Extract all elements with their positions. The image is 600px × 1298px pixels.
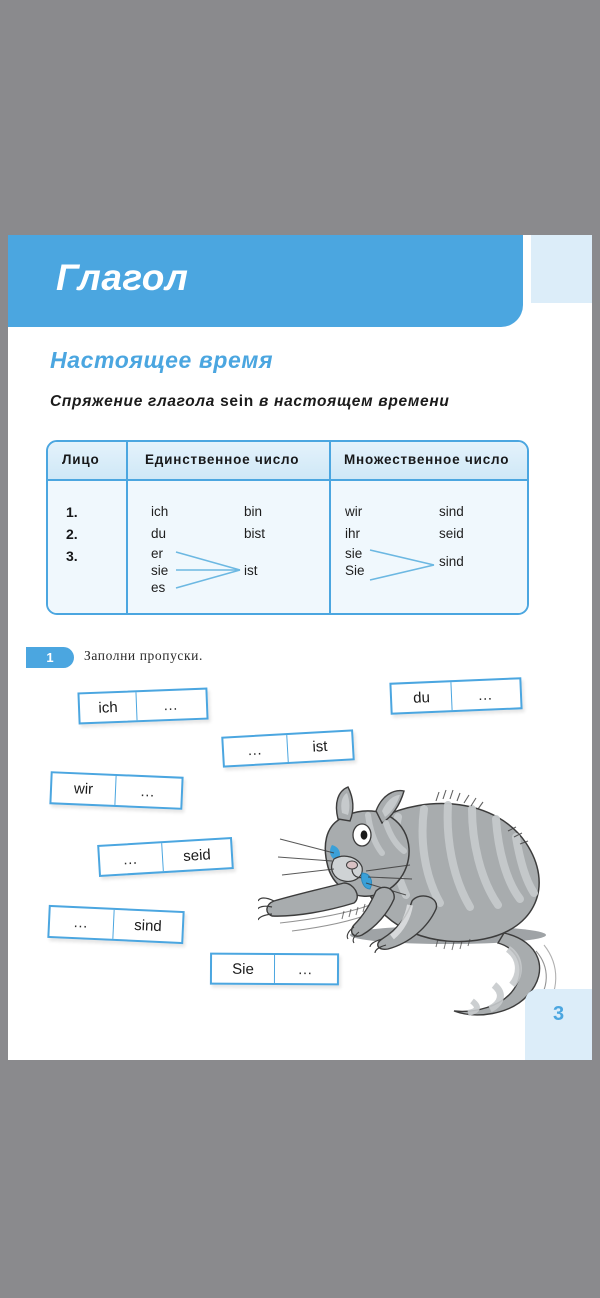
stretching-cat-icon	[258, 783, 558, 1023]
section-title: Настоящее время	[50, 347, 274, 373]
answer-box-blank[interactable]: …	[477, 685, 495, 704]
cell-sing-pronoun-1: ich	[151, 504, 169, 519]
cell-plur-pronoun-2: ihr	[345, 526, 361, 541]
answer-box-blank[interactable]: …	[49, 907, 114, 939]
cat-illustration	[258, 783, 558, 1023]
cell-sing-form-1: bin	[244, 504, 263, 519]
subtitle-part-2: в настоящем времени	[253, 393, 450, 410]
table-row: 3.	[66, 548, 78, 564]
cell-plur-form-3: sind	[439, 554, 464, 569]
answer-box-left: ich	[80, 692, 138, 722]
cell-plur-pronoun-3b: Sie	[345, 563, 365, 578]
answer-box[interactable]	[97, 837, 234, 877]
page-number-block	[525, 989, 592, 1060]
answer-box-blank[interactable]: …	[297, 960, 315, 978]
answer-box[interactable]	[49, 771, 183, 810]
table-row: 1.	[66, 504, 78, 520]
table-row: 2.	[66, 526, 78, 542]
answer-box[interactable]	[77, 688, 208, 725]
answer-box-blank[interactable]: …	[223, 735, 288, 766]
table-header-plural: Множественное число	[344, 452, 510, 467]
answer-box-left: du	[391, 682, 452, 712]
answer-box-left: Sie	[212, 955, 275, 983]
answer-box-right: sind	[133, 916, 163, 936]
header-corner-accent	[531, 235, 592, 303]
table-column-divider-2	[329, 442, 331, 613]
answer-box-left: wir	[51, 773, 116, 805]
answer-box[interactable]	[221, 729, 355, 767]
exercise-instruction: Заполни пропуски.	[84, 648, 203, 663]
table-header-person: Лицо	[62, 452, 100, 467]
cell-plur-pronoun-1: wir	[345, 504, 363, 519]
cell-sing-form-3: ist	[244, 563, 258, 578]
table-body	[48, 481, 527, 613]
page-title: Глагол	[56, 257, 189, 298]
conjugation-table	[46, 440, 529, 615]
answer-box[interactable]	[210, 953, 339, 986]
answer-box-blank[interactable]: …	[139, 782, 158, 801]
cell-plur-pronoun-3a: sie	[345, 546, 363, 561]
answer-box-right: seid	[182, 845, 212, 865]
section-subtitle	[50, 393, 450, 411]
table-column-divider-1	[126, 442, 128, 613]
answer-box-right: ist	[311, 737, 328, 756]
cell-sing-form-2: bist	[244, 526, 266, 541]
page-number: 3	[552, 1003, 565, 1025]
table-header-singular: Единственное число	[145, 452, 300, 467]
cell-sing-pronoun-2: du	[151, 526, 167, 541]
answer-box-blank[interactable]: …	[99, 843, 164, 875]
cell-sing-pronoun-3a: er	[151, 546, 164, 561]
cell-sing-pronoun-3b: sie	[151, 563, 169, 578]
exercise-number-badge: 1	[26, 647, 74, 668]
subtitle-verb: sein	[220, 393, 254, 410]
cell-plur-form-2: seid	[439, 526, 464, 541]
answer-box[interactable]	[389, 677, 522, 714]
answer-box-blank[interactable]: …	[162, 696, 181, 714]
cell-sing-pronoun-3c: es	[151, 580, 166, 595]
textbook-page	[8, 235, 592, 1060]
cell-plur-form-1: sind	[439, 504, 464, 519]
answer-box[interactable]	[47, 905, 184, 944]
subtitle-part-1: Спряжение глагола	[50, 393, 221, 410]
